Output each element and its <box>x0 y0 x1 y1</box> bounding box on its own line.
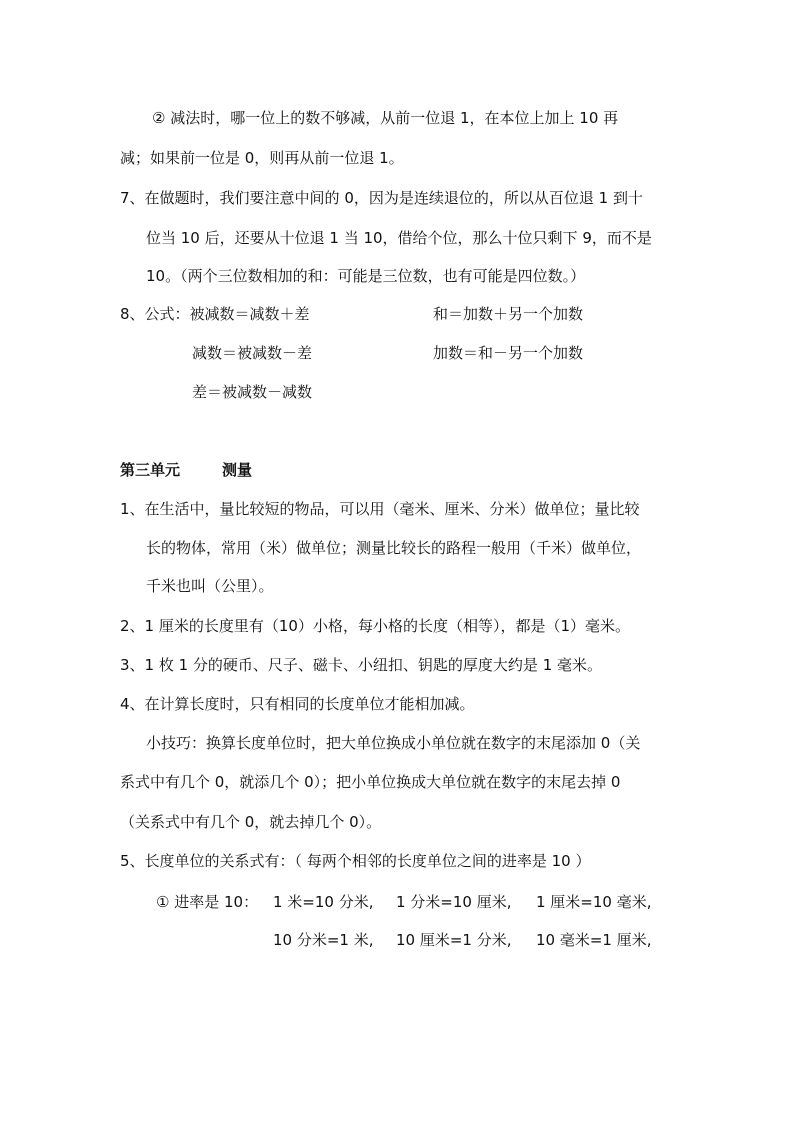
item-1-line-3: 千米也叫（公里）。 <box>146 577 274 595</box>
tip-line-1: 小技巧：换算长度单位时，把大单位换成小单位就在数字的末尾添加 0（关 <box>146 734 641 752</box>
unit-3-heading: 第三单元 <box>120 461 181 479</box>
item-7-line-3: 10。（两个三位数相加的和：可能是三位数，也有可能是四位数。） <box>146 267 586 285</box>
item-5: 5、长度单位的关系式有：（ 每两个相邻的长度单位之间的进率是 10 ） <box>120 852 591 870</box>
rate-row-2-col-1: 10 分米=1 米, <box>273 931 374 949</box>
formula-row-2-left: 减数＝被减数－差 <box>192 344 313 362</box>
formula-row-2-right: 加数＝和－另一个加数 <box>433 344 584 362</box>
item-4: 4、在计算长度时，只有相同的长度单位才能相加减。 <box>120 695 475 713</box>
unit-3-title: 测量 <box>222 461 253 479</box>
item-2: 2、1 厘米的长度里有（10）小格，每小格的长度（相等），都是（1）毫米。 <box>120 617 630 635</box>
formula-row-1-right: 和＝加数＋另一个加数 <box>433 305 584 323</box>
formula-row-1-left: 8、公式：被减数＝减数＋差 <box>120 305 310 323</box>
item-1-line-1: 1、在生活中，量比较短的物品，可以用（毫米、厘米、分米）做单位；量比较 <box>120 500 640 518</box>
subtraction-rule-line-1: ② 减法时，哪一位上的数不够减，从前一位退 1，在本位上加上 10 再 <box>152 109 619 127</box>
rate-row-1-col-2: 1 分米=10 厘米, <box>396 893 512 911</box>
item-7-line-1: 7、在做题时，我们要注意中间的 0，因为是连续退位的，所以从百位退 1 到十 <box>120 189 643 207</box>
tip-line-3: （关系式中有几个 0，就去掉几个 0）。 <box>120 813 382 831</box>
rate-label: ① 进率是 10： <box>156 893 259 911</box>
item-3: 3、1 枚 1 分的硬币、尺子、磁卡、小纽扣、钥匙的厚度大约是 1 毫米。 <box>120 656 603 674</box>
item-7-line-2: 位当 10 后，还要从十位退 1 当 10，借给个位，那么十位只剩下 9，而不是 <box>146 229 652 247</box>
rate-row-1-col-1: 1 米=10 分米, <box>273 893 374 911</box>
rate-row-2-col-2: 10 厘米=1 分米, <box>396 931 512 949</box>
rate-row-2-col-3: 10 毫米=1 厘米, <box>536 931 652 949</box>
tip-line-2: 系式中有几个 0，就添几个 0）；把小单位换成大单位就在数字的末尾去掉 0 <box>120 773 621 791</box>
rate-row-1-col-3: 1 厘米=10 毫米, <box>536 893 652 911</box>
formula-row-3-left: 差＝被减数－减数 <box>192 383 313 401</box>
item-1-line-2: 长的物体，常用（米）做单位；测量比较长的路程一般用（千米）做单位， <box>146 539 642 557</box>
subtraction-rule-line-2: 减；如果前一位是 0，则再从前一位退 1。 <box>120 149 404 167</box>
